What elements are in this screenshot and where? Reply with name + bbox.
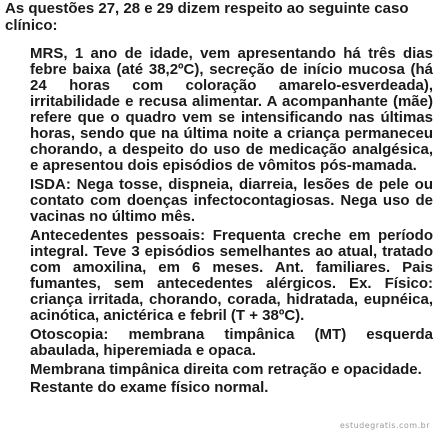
otoscopy-paragraph: Otoscopia: membrana timpânica (MT) esquerda abaulada, hiperemiada e opaca.: [30, 326, 433, 359]
exam-conclusion-paragraph: Restante do exame físico normal.: [30, 379, 269, 396]
intro-text: As questões 27, 28 e 29 dizem respeito ao seguinte caso clínico:: [5, 0, 409, 34]
isda-paragraph: ISDA: Nega tosse, dispneia, diarreia, lesões de pele ou contato com doenças infectocontagiosas. Nega uso de vacinas no último mês.: [30, 176, 433, 225]
case-history-paragraph: MRS, 1 ano de idade, vem apresentando há três dias febre baixa (até 38,2ºC), secreção de início mucosa (há 24 horas com coloração amarelo-esverdeada), irritabilidade e recusa alimentar. A acompanhante (mãe) refere que o quadro vem se intensificando nas últimas horas, sendo que na última noite a criança permaneceu chorando, a despeito do uso de medicação analgésica, e apresentou dois episódios de vômitos pós-mamada.: [30, 45, 433, 174]
right-membrane-paragraph: Membrana timpânica direita com retração e opacidade.: [30, 361, 422, 378]
case-description: [30, 46, 433, 399]
antecedents-paragraph: Antecedentes pessoais: Frequenta creche em período integral. Teve 3 episódios semelhantes ao atual, tratado com amoxilina, em 6 meses. Ant. familiares. Pais fumantes, sem antecedentes alérgicos. Ex. Físico: criança irritada, chorando, corada, hidratada, eupnéica, acinótica, anictérica e febril (T + 38ºC).: [30, 227, 433, 324]
watermark: estudegratis.com.br: [339, 421, 430, 430]
